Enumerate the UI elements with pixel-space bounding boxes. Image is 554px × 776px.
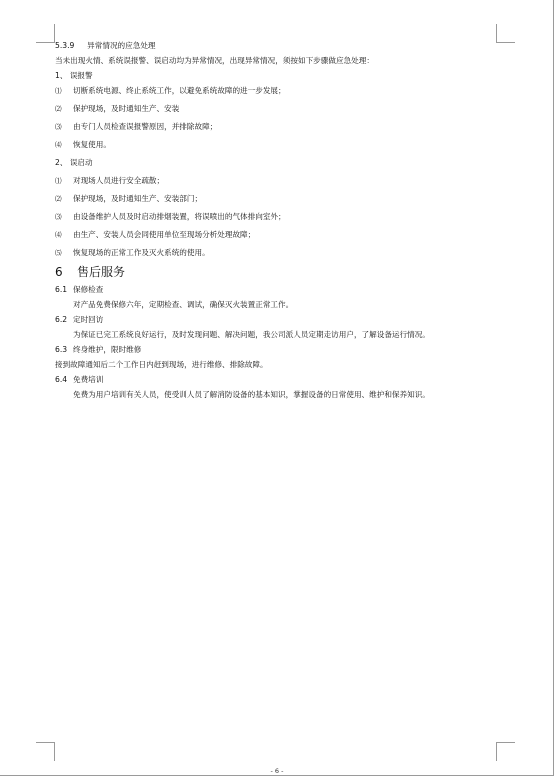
false-start-heading: 2、 误启动 [55, 158, 93, 167]
crop-mark-bottom-left [36, 742, 55, 761]
subsection-6-2-body: 为保证已完工系统良好运行，及时发现问题、解决问题，我公司派人员定期走访用户，了解设备运行情况。 [73, 330, 430, 339]
subsection-6-3-heading: 6.3 终身维护，限时维修 [55, 345, 142, 354]
subsection-6-1-heading: 6.1 保修检查 [55, 285, 104, 294]
subsection-6-2-heading: 6.2 定时回访 [55, 315, 104, 324]
list-item: ⑵ 保护现场，及时通知生产、安装 [55, 104, 180, 113]
section-539-heading [55, 40, 497, 51]
subsection-6-4-body: 免费为用户培训有关人员，使受训人员了解消防设备的基本知识，掌握设备的日常使用、维护和保养知识。 [73, 390, 430, 399]
section-6-heading: 6 售后服务 [55, 265, 126, 279]
crop-mark-top-left [36, 24, 55, 43]
section-title: 异常情况的应急处理 [87, 41, 156, 50]
list-item: ⑴ 对现场人员进行安全疏散； [55, 176, 165, 185]
list-item: ⑴ 切断系统电源、终止系统工作，以避免系统故障的进一步发展； [55, 86, 286, 95]
section-539-intro: 当未出现火情、系统误报警、误启动均为异常情况，出现异常情况，须按如下步骤做应急处理： [55, 56, 374, 65]
list-item: ⑶ 由设备维护人员及时启动排烟装置，将误喷出的气体排向室外； [55, 212, 286, 221]
crop-mark-bottom-right [496, 742, 515, 761]
section-number: 5.3.9 [55, 41, 75, 50]
subsection-6-4-heading: 6.4 免费培训 [55, 375, 104, 384]
list-item: ⑷ 由生产、安装人员会同使用单位至现场分析处理故障； [55, 230, 256, 239]
list-item: ⑵ 保护现场，及时通知生产、安装部门； [55, 194, 203, 203]
crop-mark-top-right [496, 24, 515, 43]
subsection-6-1-body: 对产品免费保修六年，定期检查、调试，确保灭火装置正常工作。 [73, 300, 294, 309]
list-item: ⑸ 恢复现场的正常工作及灭火系统的使用。 [55, 248, 210, 257]
document-body [55, 40, 497, 400]
list-item: ⑶ 由专门人员检查误报警原因，并排除故障； [55, 122, 218, 131]
page-number: - 6 - [270, 767, 284, 775]
subsection-6-3-body: 接到故障通知后二个工作日内赶到现场，进行维修、排除故障。 [55, 360, 268, 369]
list-item: ⑷ 恢复使用。 [55, 140, 111, 149]
false-alarm-heading: 1、 误报警 [55, 71, 93, 80]
